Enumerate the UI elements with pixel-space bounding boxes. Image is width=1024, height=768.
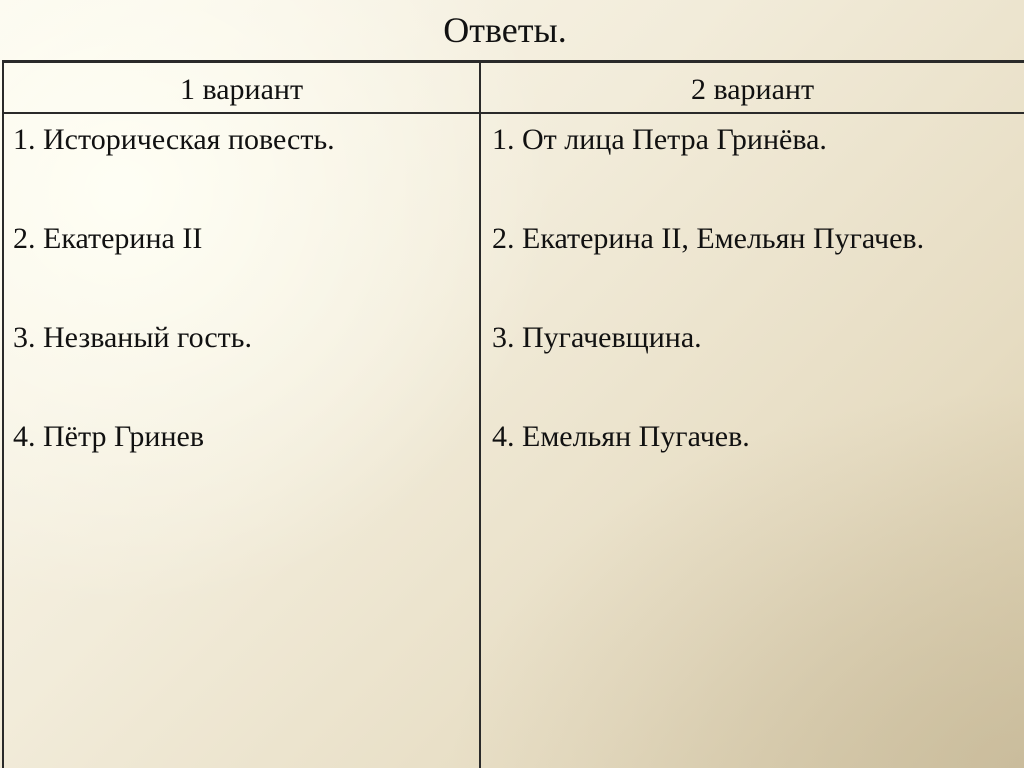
- answer-item: 1. От лица Петра Гринёва.: [492, 123, 827, 156]
- slide-title: Ответы.: [443, 10, 567, 50]
- answer-item: 3. Пугачевщина.: [492, 321, 702, 354]
- column-header-variant-1: 1 вариант: [4, 63, 479, 114]
- answers-table: [2, 60, 1024, 768]
- column-header-variant-2: 2 вариант: [481, 63, 1024, 114]
- answer-item: 1. Историческая повесть.: [13, 123, 335, 156]
- answer-item: 3. Незваный гость.: [13, 321, 252, 354]
- column-variant-2: [481, 63, 1024, 768]
- column-variant-1: [4, 63, 481, 768]
- answer-item: 4. Пётр Гринев: [13, 420, 205, 453]
- answer-item: 4. Емельян Пугачев.: [492, 420, 750, 453]
- answer-item: 2. Екатерина II, Емельян Пугачев.: [492, 222, 925, 255]
- answer-item: 2. Екатерина II: [13, 222, 203, 255]
